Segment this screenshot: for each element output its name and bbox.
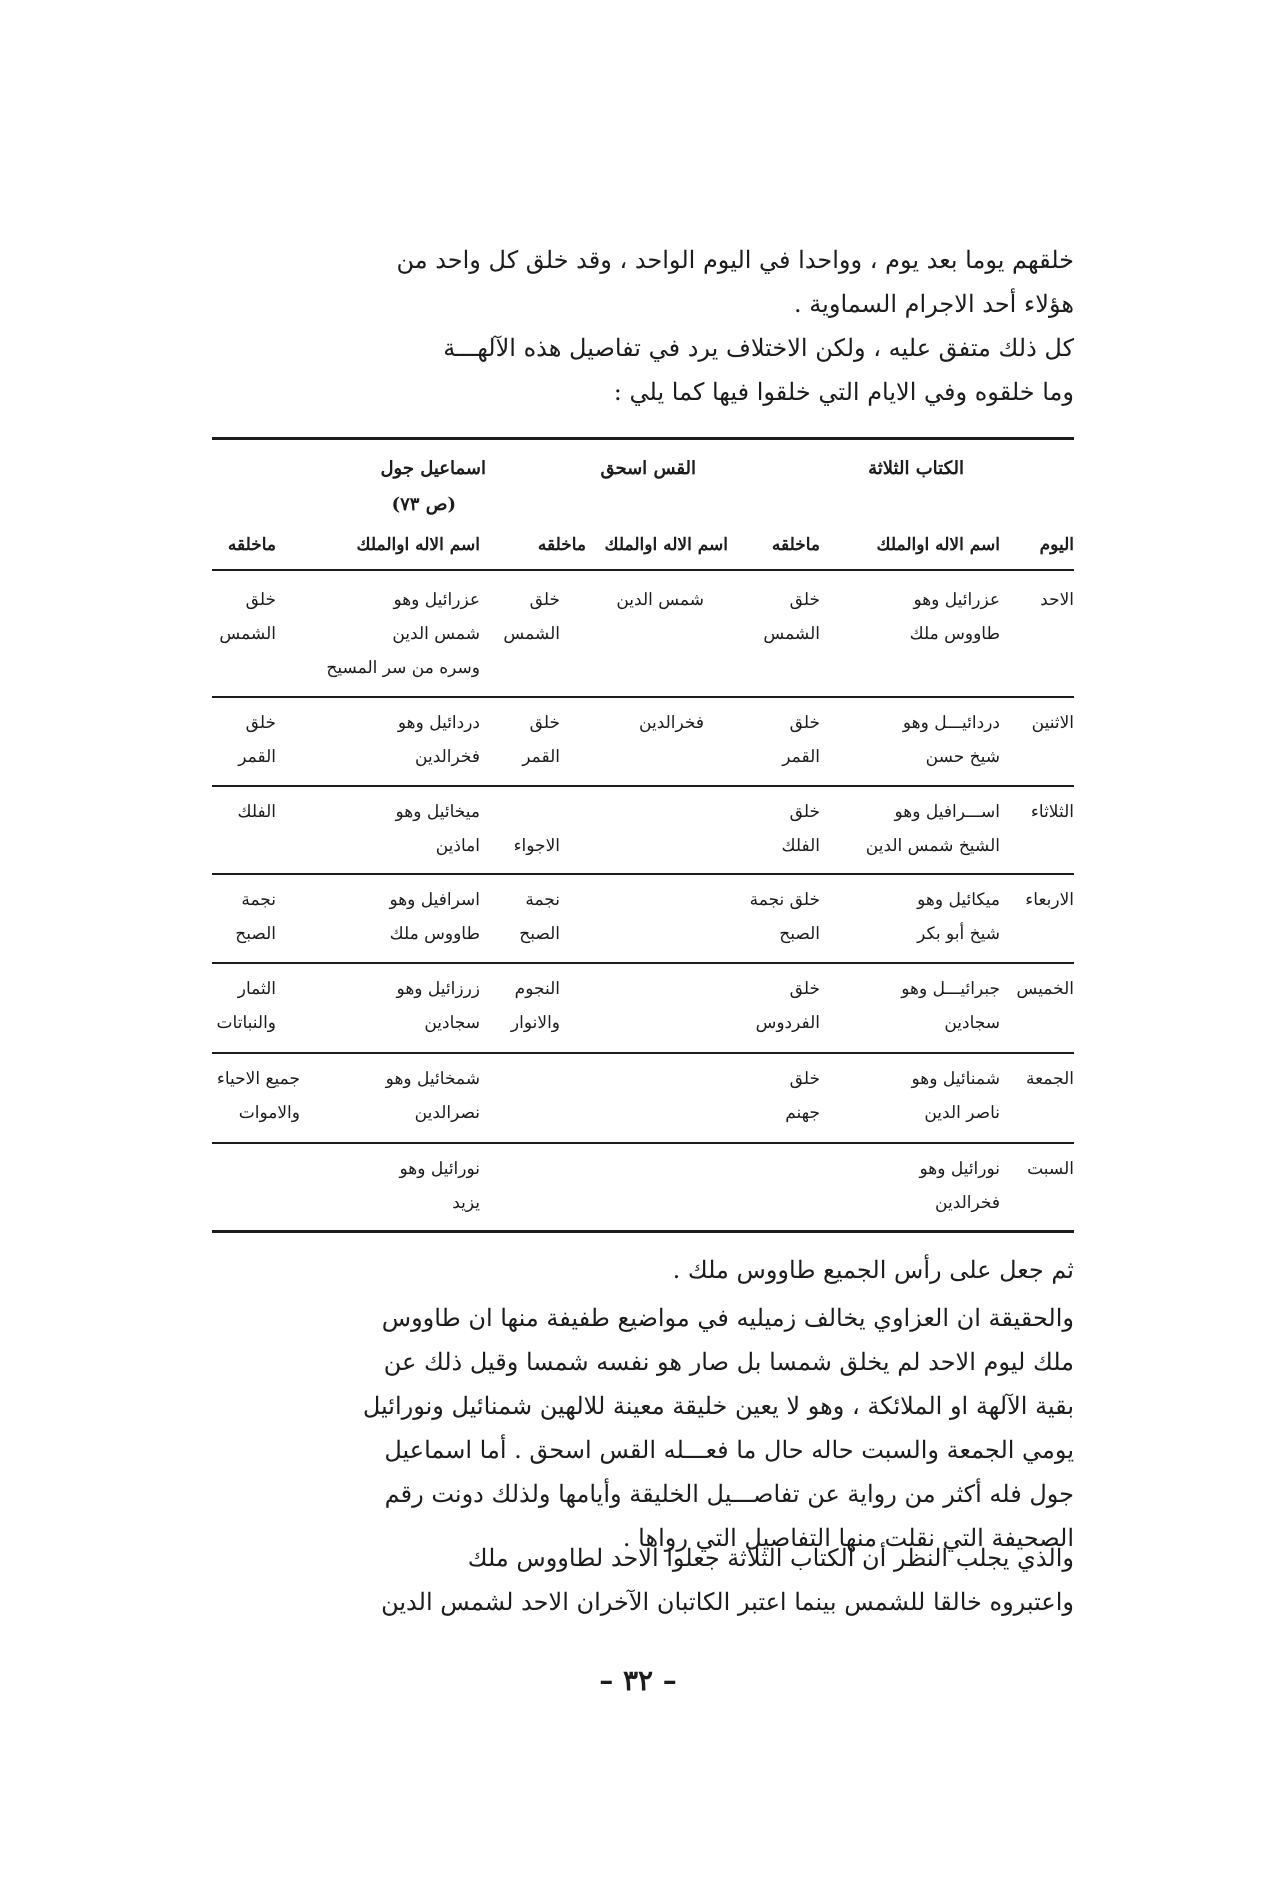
cell-created-1: الصبح xyxy=(779,924,820,944)
cell-name-1: طاووس ملك xyxy=(909,624,1000,644)
cell-name-1: عزرائيل وهو xyxy=(913,590,1000,610)
cell-created-2: الاجواء xyxy=(513,836,560,856)
table-header-rule xyxy=(212,569,1074,571)
cell-name-2: فخرالدين xyxy=(639,713,704,733)
text-line: ثم جعل على رأس الجميع طاووس ملك . xyxy=(672,1256,1074,1284)
cell-day: الاحد xyxy=(1040,590,1074,610)
column-header-day: اليوم xyxy=(1039,535,1074,555)
text-line: وما خلقوه وفي الايام التي خلقوا فيها كما يلي : xyxy=(613,378,1074,406)
cell-created-1: القمر xyxy=(782,747,820,767)
row-rule xyxy=(212,962,1074,964)
cell-name-3: زرزائيل وهو xyxy=(396,979,480,999)
cell-created-2: والانوار xyxy=(510,1013,560,1033)
cell-created-2: خلق xyxy=(529,590,560,610)
cell-created-2: خلق xyxy=(529,713,560,733)
column-header-created-2: ماخلقه xyxy=(537,535,586,555)
paragraph-peacock-angel xyxy=(212,1248,1074,1292)
column-header-name-1: اسم الاله اوالملك xyxy=(876,535,1000,555)
group-header-priest-ishaq: القس اسحق xyxy=(600,458,696,479)
cell-created-3: والنباتات xyxy=(216,1013,276,1033)
cell-name-2: شمس الدين xyxy=(616,590,704,610)
cell-created-1: جهنم xyxy=(785,1103,820,1123)
cell-name-1: الشيخ شمس الدين xyxy=(865,836,1000,856)
column-header-created-1: ماخلقه xyxy=(771,535,820,555)
cell-created-2: القمر xyxy=(522,747,560,767)
cell-name-1: اســـرافيل وهو xyxy=(894,802,1000,822)
column-header-name-2: اسم الاله اوالملك xyxy=(604,535,728,555)
cell-name-3: شمخائيل وهو xyxy=(385,1069,480,1089)
row-rule xyxy=(212,785,1074,787)
cell-created-3: الصبح xyxy=(235,924,276,944)
text-line: هؤلاء أحد الاجرام السماوية . xyxy=(794,290,1074,318)
cell-name-3: عزرائيل وهو xyxy=(393,590,480,610)
cell-name-3: طاووس ملك xyxy=(389,924,480,944)
cell-name-3: نصرالدين xyxy=(414,1103,480,1123)
text-line: واعتبروه خالقا للشمس بينما اعتبر الكاتبان الآخران الاحد لشمس الدين xyxy=(381,1588,1074,1616)
paragraph-table-intro xyxy=(212,326,1074,414)
cell-created-3: خلق xyxy=(245,590,276,610)
cell-created-2: الشمس xyxy=(503,624,560,644)
cell-name-1: شيخ أبو بكر xyxy=(917,924,1000,944)
paragraph-intro xyxy=(212,238,1074,326)
cell-created-1: خلق xyxy=(789,590,820,610)
cell-created-1: خلق xyxy=(789,802,820,822)
cell-name-3: وسره من سر المسيح xyxy=(326,658,480,678)
cell-name-3: دردائيل وهو xyxy=(397,713,480,733)
cell-name-3: فخرالدين xyxy=(415,747,480,767)
text-line: والذي يجلب النظر أن الكتاب الثلاثة جعلوا الاحد لطاووس ملك xyxy=(467,1544,1074,1572)
text-line: كل ذلك متفق عليه ، ولكن الاختلاف يرد في تفاصيل هذه الآلهـــة xyxy=(443,334,1074,362)
table-bottom-rule xyxy=(212,1230,1074,1233)
paragraph-analysis xyxy=(212,1296,1074,1560)
cell-created-3: الثمار xyxy=(237,979,276,999)
text-line: جول فله أكثر من رواية عن تفاصـــيل الخليقة وأيامها ولذلك دونت رقم xyxy=(384,1480,1074,1508)
text-line: ملك ليوم الاحد لم يخلق شمسا بل صار هو نفسه شمسا وقيل ذلك عن xyxy=(383,1348,1074,1376)
column-header-name-3: اسم الاله اوالملك xyxy=(356,535,480,555)
column-header-created-3: ماخلقه xyxy=(227,535,276,555)
cell-day: السبت xyxy=(1027,1159,1074,1179)
cell-created-1: الفردوس xyxy=(755,1013,820,1033)
cell-name-1: فخرالدين xyxy=(935,1193,1000,1213)
cell-created-1: خلق xyxy=(789,1069,820,1089)
cell-name-1: سجادين xyxy=(944,1013,1000,1033)
cell-name-3: شمس الدين xyxy=(392,624,480,644)
row-rule xyxy=(212,1142,1074,1144)
text-line: بقية الآلهة او الملائكة ، وهو لا يعين خليقة معينة للالهين شمنائيل ونورائيل xyxy=(362,1392,1074,1420)
cell-name-3: نورائيل وهو xyxy=(399,1159,480,1179)
text-line: الصحيفة التي نقلت منها التفاصيل التي رواها . xyxy=(622,1524,1074,1552)
cell-name-1: شيخ حسن xyxy=(925,747,1000,767)
cell-created-3: خلق xyxy=(245,713,276,733)
cell-name-1: دردائيـــل وهو xyxy=(902,713,1000,733)
cell-name-1: نورائيل وهو xyxy=(919,1159,1000,1179)
cell-created-1: خلق xyxy=(789,713,820,733)
cell-created-3: جميع الاحياء xyxy=(216,1069,300,1089)
group-header-page-ref: (ص ٧٣) xyxy=(391,494,456,515)
text-line: خلقهم يوما بعد يوم ، وواحدا في اليوم الواحد ، وقد خلق كل واحد من xyxy=(396,246,1074,274)
text-line: والحقيقة ان العزاوي يخالف زميليه في مواضيع طفيفة منها ان طاووس xyxy=(381,1304,1074,1332)
cell-created-3: والاموات xyxy=(238,1103,300,1123)
paragraph-conclusion xyxy=(212,1536,1074,1624)
row-rule xyxy=(212,696,1074,698)
cell-day: الجمعة xyxy=(1025,1069,1074,1089)
group-header-ismail-jol: اسماعيل جول xyxy=(380,458,486,479)
cell-created-1: الفلك xyxy=(781,836,820,856)
cell-created-3: القمر xyxy=(238,747,276,767)
cell-day: الاثنين xyxy=(1031,713,1074,733)
cell-created-2: النجوم xyxy=(514,979,560,999)
cell-created-3: الفلك xyxy=(237,802,276,822)
row-rule xyxy=(212,1052,1074,1054)
cell-name-1: ميكائيل وهو xyxy=(917,890,1000,910)
cell-name-3: اماذين xyxy=(435,836,480,856)
cell-name-3: يزيد xyxy=(452,1193,480,1213)
group-header-three-books: الكتاب الثلاثة xyxy=(868,458,964,479)
cell-day: الثلاثاء xyxy=(1030,802,1074,822)
cell-name-1: شمنائيل وهو xyxy=(911,1069,1000,1089)
page-number: – ٣٢ – xyxy=(599,1664,677,1697)
cell-created-3: نجمة xyxy=(241,890,276,910)
cell-name-3: ميخائيل وهو xyxy=(395,802,480,822)
row-rule xyxy=(212,873,1074,875)
cell-created-2: الصبح xyxy=(519,924,560,944)
text-line: يومي الجمعة والسبت حاله حال ما فعـــله القس اسحق . أما اسماعيل xyxy=(384,1436,1074,1464)
cell-name-1: ناصر الدين xyxy=(924,1103,1000,1123)
cell-created-1: الشمس xyxy=(763,624,820,644)
cell-created-1: خلق xyxy=(789,979,820,999)
cell-name-3: اسرافيل وهو xyxy=(389,890,480,910)
cell-created-2: نجمة xyxy=(525,890,560,910)
table-top-rule xyxy=(212,437,1074,440)
cell-created-1: خلق نجمة xyxy=(749,890,820,910)
cell-name-3: سجادين xyxy=(424,1013,480,1033)
cell-created-3: الشمس xyxy=(219,624,276,644)
cell-day: الخميس xyxy=(1016,979,1074,999)
cell-day: الاربعاء xyxy=(1025,890,1074,910)
cell-name-1: جبرائيـــل وهو xyxy=(901,979,1000,999)
